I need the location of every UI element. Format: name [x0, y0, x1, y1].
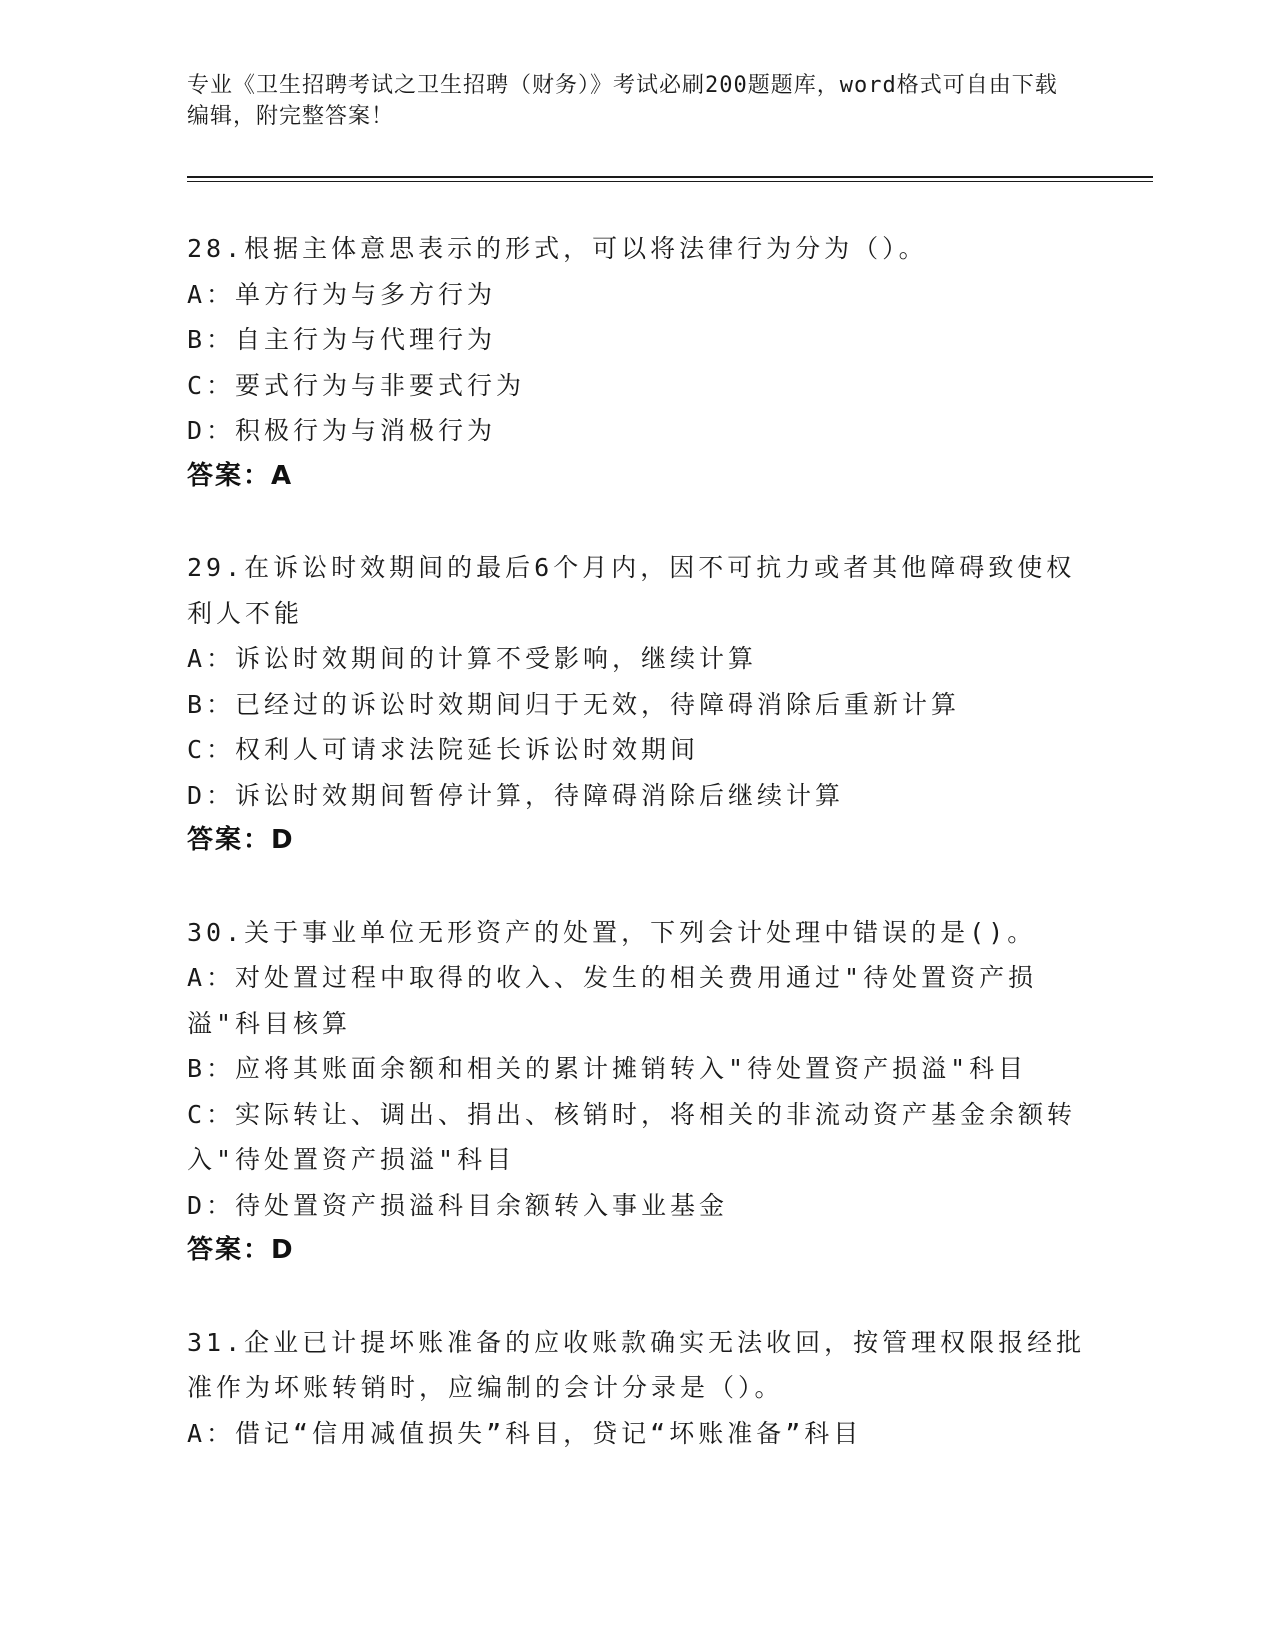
question-list [187, 226, 1087, 1502]
option-a: A：借记“信用减值损失”科目，贷记“坏账准备”科目 [187, 1418, 863, 1448]
question-item [187, 1320, 1087, 1457]
option-c: C：实际转让、调出、捐出、核销时，将相关的非流动资产基金余额转入"待处置资产损溢"科目 [187, 1099, 1077, 1174]
option-d: D：待处置资产损溢科目余额转入事业基金 [187, 1190, 729, 1220]
document-header: 专业《卫生招聘考试之卫生招聘（财务）》考试必刷200题题库，word格式可自由下载编辑，附完整答案！ [187, 73, 1058, 129]
option-b: B：自主行为与代理行为 [187, 325, 497, 354]
option-c: C：要式行为与非要式行为 [187, 370, 526, 400]
answer-line: 答案：D [187, 825, 295, 855]
header-divider-thick [187, 176, 1153, 178]
question-stem: 30.关于事业单位无形资产的处置，下列会计处理中错误的是()。 [187, 917, 1037, 947]
option-d: D：诉讼时效期间暂停计算，待障碍消除后继续计算 [187, 780, 845, 810]
question-stem: 31.企业已计提坏账准备的应收账款确实无法收回，按管理权限报经批准作为坏账转销时，应编制的会计分录是（）。 [187, 1327, 1086, 1402]
option-b: B：应将其账面余额和相关的累计摊销转入"待处置资产损溢"科目 [187, 1054, 1028, 1083]
option-a: A：单方行为与多方行为 [187, 279, 497, 309]
answer-line: 答案：A [187, 460, 294, 491]
option-a: A：诉讼时效期间的计算不受影响，继续计算 [187, 644, 758, 673]
option-c: C：权利人可请求法院延长诉讼时效期间 [187, 735, 700, 764]
question-item [187, 545, 1087, 864]
option-d: D：积极行为与消极行为 [187, 416, 497, 445]
question-stem: 28.根据主体意思表示的形式，可以将法律行为分为（）。 [187, 234, 928, 263]
option-b: B：已经过的诉讼时效期间归于无效，待障碍消除后重新计算 [187, 689, 961, 719]
question-item [187, 910, 1087, 1274]
question-item [187, 226, 1087, 499]
answer-line: 答案：D [187, 1235, 295, 1265]
question-stem: 29.在诉讼时效期间的最后6个月内，因不可抗力或者其他障碍致使权利人不能 [187, 553, 1076, 628]
header-divider-thin [187, 181, 1153, 182]
option-a: A：对处置过程中取得的收入、发生的相关费用通过"待处置资产损溢"科目核算 [187, 963, 1038, 1038]
